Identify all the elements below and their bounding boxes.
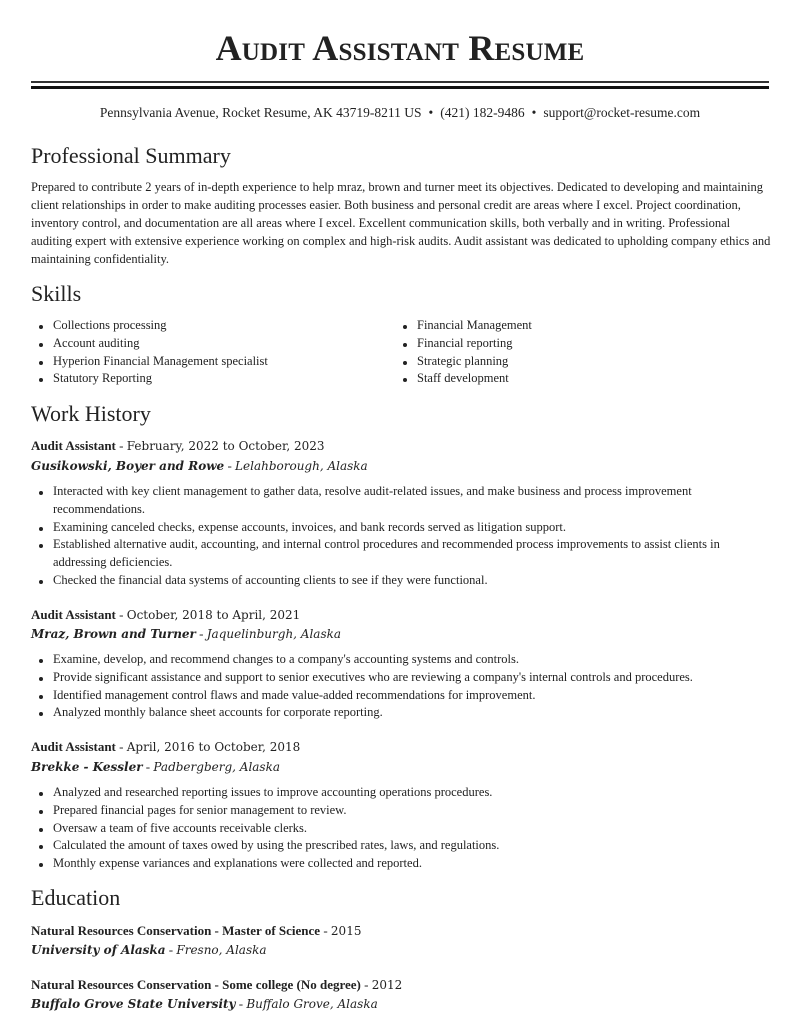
skill-item: Financial reporting	[395, 335, 755, 353]
job-title: Audit Assistant	[31, 607, 116, 622]
skill-item: Collections processing	[31, 317, 391, 335]
summary-text: Prepared to contribute 2 years of in-depth experience to help mraz, brown and turner meet its objectives. Dedicated to developing and maintaining client relationships in order to make auditing processes easier. Both business and personal credit are areas where I excel. Project coordination, inventory control, and documentation are all areas where I excel. Excellent communication skills, both verbally and in writing. Professional auditing expert with extensive experience working on complex and high-risk audits. Audit assistant was dedicated to upholding company ethics and maintaining confidentiality.	[31, 180, 771, 266]
job-employer	[31, 758, 280, 776]
dash: -	[320, 923, 331, 938]
job-bullet: Prepared financial pages for senior management to review.	[31, 802, 771, 820]
education-school: University of Alaska	[31, 943, 166, 957]
job-dates: February, 2022 to October, 2023	[126, 439, 325, 453]
job-bullet: Analyzed and researched reporting issues to improve accounting operations procedures.	[31, 784, 771, 802]
dash: -	[235, 996, 247, 1011]
job-bullet: Examine, develop, and recommend changes to a company's accounting systems and controls.	[31, 651, 771, 669]
skill-item: Statutory Reporting	[31, 370, 391, 388]
dash: -	[142, 759, 154, 774]
job-header	[31, 738, 300, 756]
education-heading: Education	[31, 885, 121, 910]
contact-line	[0, 104, 800, 122]
job-bullet: Monthly expense variances and explanations were collected and reported.	[31, 855, 771, 873]
job-bullet: Interacted with key client management to gather data, resolve audit-related issues, and make business and process improvement recommendations.	[31, 483, 771, 519]
contact-email: support@rocket-resume.com	[543, 105, 701, 120]
education-year: 2015	[330, 924, 362, 938]
job-company: Mraz, Brown and Turner	[31, 627, 196, 641]
summary-heading: Professional Summary	[31, 143, 231, 168]
job-location: Padbergberg, Alaska	[153, 760, 281, 774]
dash: -	[195, 626, 207, 641]
education-year: 2012	[371, 978, 403, 992]
skill-item: Financial Management	[395, 317, 755, 335]
education-school: Buffalo Grove State University	[31, 997, 236, 1011]
job-dates: October, 2018 to April, 2021	[126, 608, 301, 622]
job-header	[31, 437, 325, 455]
education-location: Fresno, Alaska	[176, 943, 267, 957]
job-header	[31, 606, 300, 624]
job-bullet: Oversaw a team of five accounts receivable clerks.	[31, 820, 771, 838]
skill-item: Strategic planning	[395, 353, 755, 371]
job-location: Jaquelinburgh, Alaska	[206, 627, 342, 641]
education-degree: Natural Resources Conservation - Some college (No degree)	[31, 977, 361, 992]
contact-phone: (421) 182-9486	[440, 105, 525, 120]
contact-address: Pennsylvania Avenue, Rocket Resume, AK 43719-8211 US	[99, 105, 422, 120]
job-bullets	[31, 483, 771, 590]
job-company: Brekke - Kessler	[31, 760, 143, 774]
job-employer	[31, 457, 368, 475]
job-bullet: Provide significant assistance and support to senior executives who are reviewing a company's internal controls and procedures.	[31, 669, 771, 687]
resume-title: Audit Assistant Resume	[215, 28, 585, 68]
education-school-line	[31, 995, 378, 1013]
dash: -	[360, 977, 372, 992]
job-title: Audit Assistant	[31, 739, 116, 754]
education-location: Buffalo Grove, Alaska	[246, 997, 378, 1011]
dash: -	[115, 739, 127, 754]
job-company: Gusikowski, Boyer and Rowe	[31, 459, 225, 473]
job-bullet: Analyzed monthly balance sheet accounts for corporate reporting.	[31, 704, 771, 722]
education-degree: Natural Resources Conservation - Master of Science	[31, 923, 321, 938]
bullet-separator: •	[428, 105, 434, 120]
job-bullets	[31, 784, 771, 873]
skills-list-left	[31, 317, 391, 388]
title-rule-thick	[31, 86, 769, 89]
title-rule-thin	[31, 81, 769, 83]
education-header	[31, 922, 361, 940]
bullet-separator: •	[531, 105, 537, 120]
skill-item: Account auditing	[31, 335, 391, 353]
dash: -	[224, 458, 236, 473]
dash: -	[165, 942, 177, 957]
education-school-line	[31, 941, 267, 959]
work-history-heading: Work History	[31, 401, 151, 426]
job-employer	[31, 625, 341, 643]
job-bullet: Examining canceled checks, expense accounts, invoices, and bank records served as litigation support.	[31, 519, 771, 537]
job-bullets	[31, 651, 771, 722]
job-location: Lelahborough, Alaska	[235, 459, 368, 473]
skill-item: Hyperion Financial Management specialist	[31, 353, 391, 371]
job-bullet: Calculated the amount of taxes owed by using the prescribed rates, laws, and regulations.	[31, 837, 771, 855]
education-header	[31, 976, 402, 994]
dash: -	[115, 607, 127, 622]
job-bullet: Checked the financial data systems of accounting clients to see if they were functional.	[31, 572, 771, 590]
skill-item: Staff development	[395, 370, 755, 388]
job-bullet: Established alternative audit, accounting, and internal control procedures and recommended process improvements to assist clients in addressing deficiencies.	[31, 536, 771, 572]
job-title: Audit Assistant	[31, 438, 116, 453]
skills-heading: Skills	[31, 281, 82, 306]
job-bullet: Identified management control flaws and made value-added recommendations for improvement.	[31, 687, 771, 705]
dash: -	[115, 438, 127, 453]
skills-list-right	[395, 317, 755, 388]
job-dates: April, 2016 to October, 2018	[126, 740, 301, 754]
